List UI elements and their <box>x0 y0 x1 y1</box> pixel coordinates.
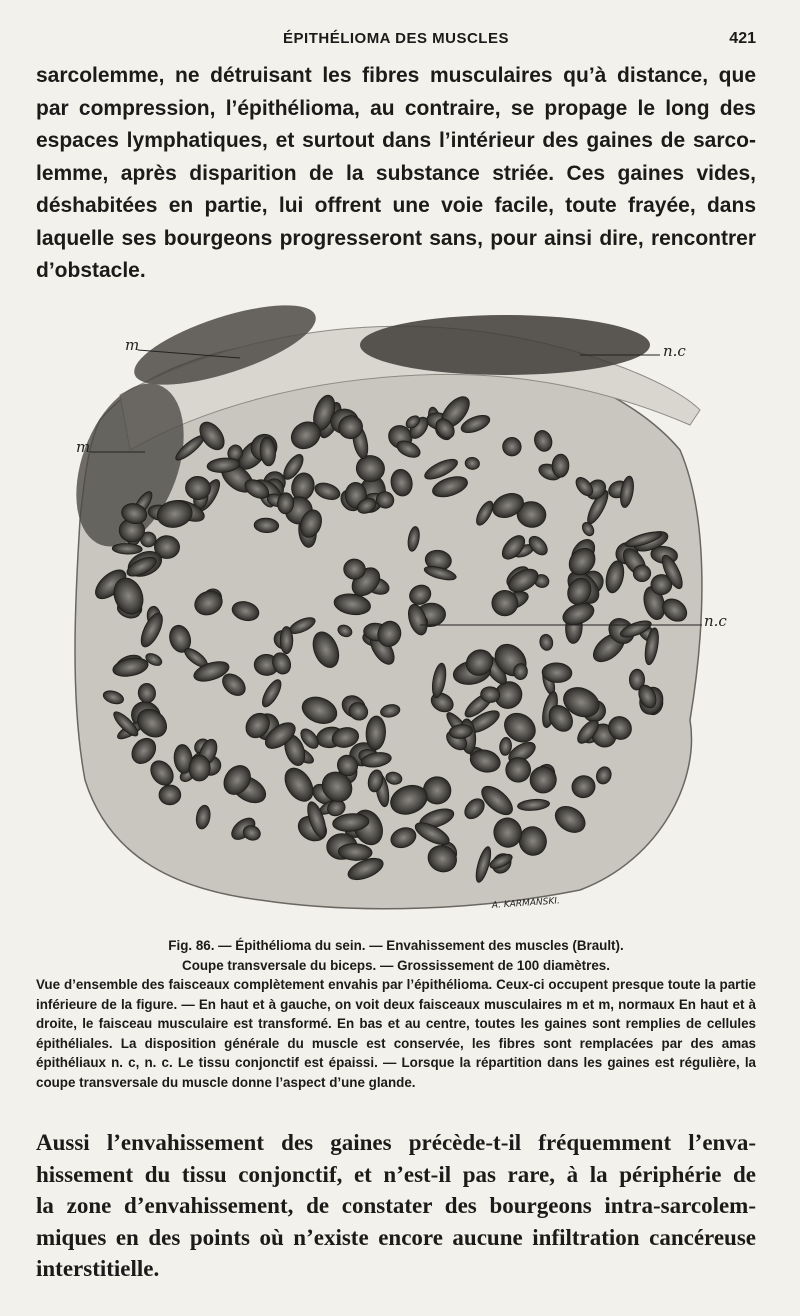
transformed-bundle <box>360 315 650 375</box>
epithelial-nest <box>189 755 211 782</box>
figure-caption <box>36 936 756 1092</box>
label-nc-top: n.c <box>663 342 686 360</box>
text-line: déshabitées en partie, lui offrent une voie facile, toute frayée, dans <box>36 194 756 217</box>
text-line: d’obstacle. <box>36 259 146 282</box>
page-number: 421 <box>729 30 756 47</box>
conclusion-paragraph <box>36 1127 756 1285</box>
text-line: espaces lymphatiques, et surtout dans l’intérieur des gaines de sarco- <box>36 129 756 152</box>
muscle-cross-section-illustration <box>60 300 727 920</box>
intro-paragraph <box>36 60 756 288</box>
text-line: laquelle ses bourgeons progresseront sans, pour ainsi dire, rencontrer <box>36 226 756 250</box>
caption-subtitle: Coupe transversale du biceps. — Grossissement de 100 diamètres. <box>182 957 610 973</box>
caption-title: Fig. 86. — Épithélioma du sein. — Envahissement des muscles (Brault). <box>168 938 624 953</box>
text-line: la zone d’envahissement, de constater des bourgeons intra-sarcolem- <box>36 1193 756 1218</box>
text-line: interstitielle. <box>36 1256 160 1281</box>
histology-figure <box>60 300 727 920</box>
epithelial-nest <box>159 785 181 806</box>
text-line: hissement du tissu conjonctif, et n’est-il pas rare, à la périphérie de <box>36 1161 756 1187</box>
epithelial-nest <box>280 627 293 654</box>
caption-body: Vue d’ensemble des faisceaux complètement envahis par l’épithélioma. Ceux-ci occupent presque toute la partie inférieure de la figure. — En haut et à gauche, on voit deux faisceaux musculaires m et m, normaux En haut et à droite, le faisceau musculaire est transformé. En bas et au centre, toutes les gaines sont remplies de cellules épithéliales. La disposition générale du muscle est conservée, les fibres sont remplacées par des amas épithéliaux n. c, n. c. Le tissu conjonctif est épaissi. — Lorsque la répartition dans les gaines est régulière, la coupe transversale du muscle donne l’aspect d’une glande. <box>36 977 756 1090</box>
text-line: lemme, après disparition de la substance striée. Ces gaines vides, <box>36 161 756 185</box>
text-line: Aussi l’envahissement des gaines précède-t-il fréquemment l’enva- <box>36 1130 756 1155</box>
text-line: miques en des points où n’existe encore aucune infiltration cancéreuse <box>36 1224 756 1250</box>
label-nc-right: n.c <box>704 612 727 630</box>
text-line: par compression, l’épithélioma, au contraire, se propage le long des <box>36 96 756 120</box>
label-m-top: m <box>125 336 140 354</box>
page-header <box>36 30 756 56</box>
text-line: sarcolemme, ne détruisant les fibres musculaires qu’à distance, que <box>36 64 756 87</box>
epithelial-nest <box>552 454 570 478</box>
running-title: ÉPITHÉLIOMA DES MUSCLES <box>283 30 509 47</box>
label-m-left: m <box>76 438 91 456</box>
artist-signature: A. KARMANSKI. <box>491 896 561 911</box>
